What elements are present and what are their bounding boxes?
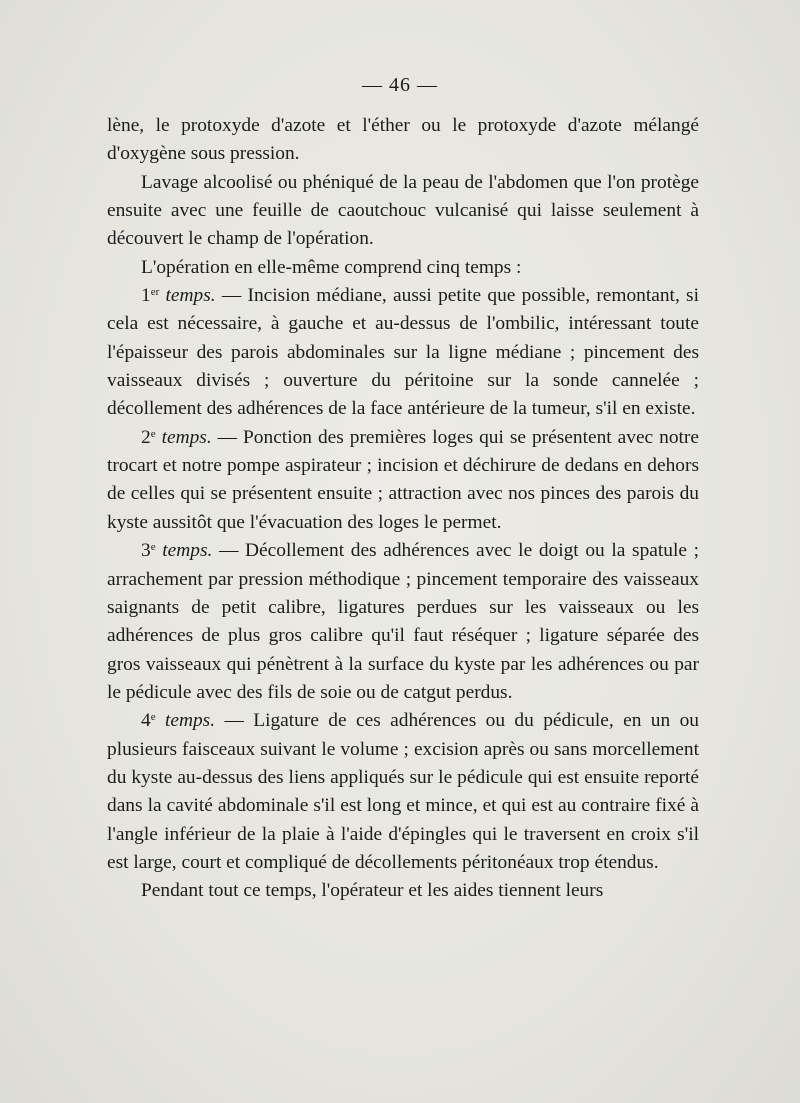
temps-3-number: 3e [141,540,156,562]
temps-1-number: 1er [141,285,160,307]
temps-1-text: — Incision médiane, aussi petite que possible, remontant, si cela est nécessaire, à gauche et au-dessus de l'ombilic, intéressant toute l'épaisseur des parois abdominales sur la ligne médiane ; pincement des vaisseaux divisés ; ouverture du péritoine sur la sonde cannelée ; décollement des adhérences de la face antérieure de la tumeur, s'il en existe. [107,285,699,420]
temps-3-label: temps. [162,540,213,562]
temps-2-label: temps. [161,426,212,448]
paragraph-anesthesia-continued: lène, le protoxyde d'azote et l'éther ou le protoxyde d'azote mélangé d'oxygène sous pression. [107,115,699,165]
paragraph-temps-3 [107,537,699,707]
body-text [107,112,699,906]
paragraph-temps-2 [107,424,699,537]
paragraph-lavage: Lavage alcoolisé ou phéniqué de la peau de l'abdomen que l'on protège ensuite avec une feuille de caoutchouc vulcanisé qui laisse seulement à découvert le champ de l'opération. [107,171,699,250]
temps-2-number: 2e [141,426,156,448]
temps-4-text: — Ligature de ces adhérences ou du pédicule, en un ou plusieurs faisceaux suivant le volume ; excision après ou sans morcellement du kyste au-dessus des liens appliqués sur le pédicule qui est ensuite reporté dans la cavité abdominale s'il est long et mince, et qui est au contraire fixé à l'angle inférieur de la plaie à l'aide d'épingles qui le traversent en croix s'il est large, court et compliqué de décollements péritonéaux trop étendus. [107,710,699,873]
paragraph-temps-4 [107,707,699,877]
temps-1-label: temps. [165,285,216,307]
temps-3-text: — Décollement des adhérences avec le doigt ou la spatule ; arrachement par pression méthodique ; pincement temporaire des vaisseaux saignants de petit calibre, ligatures perdues sur les vaisseaux ou les adhérences de plus gros calibre qu'il faut réséquer ; ligature séparée des gros vaisseaux qui pénètrent à la surface du kyste par les adhérences ou par le pédicule avec des fils de soie ou de catgut perdus. [107,540,699,703]
paragraph-operator-aides: Pendant tout ce temps, l'opérateur et les aides tiennent leurs [141,880,604,902]
page-number: — 46 — [362,74,438,96]
temps-4-label: temps. [164,710,216,732]
temps-4-number: 4e [141,710,156,732]
temps-2-text: — Ponction des premières loges qui se présentent avec notre trocart et notre pompe aspirateur ; incision et déchirure de dedans en dehors de celles qui se présentent ensuite ; attraction avec nos pinces des parois du kyste aussitôt que l'évacuation des loges le permet. [107,426,699,533]
paragraph-temps-1 [107,282,699,424]
paragraph-five-stages-intro: L'opération en elle-même comprend cinq temps : [141,256,522,278]
